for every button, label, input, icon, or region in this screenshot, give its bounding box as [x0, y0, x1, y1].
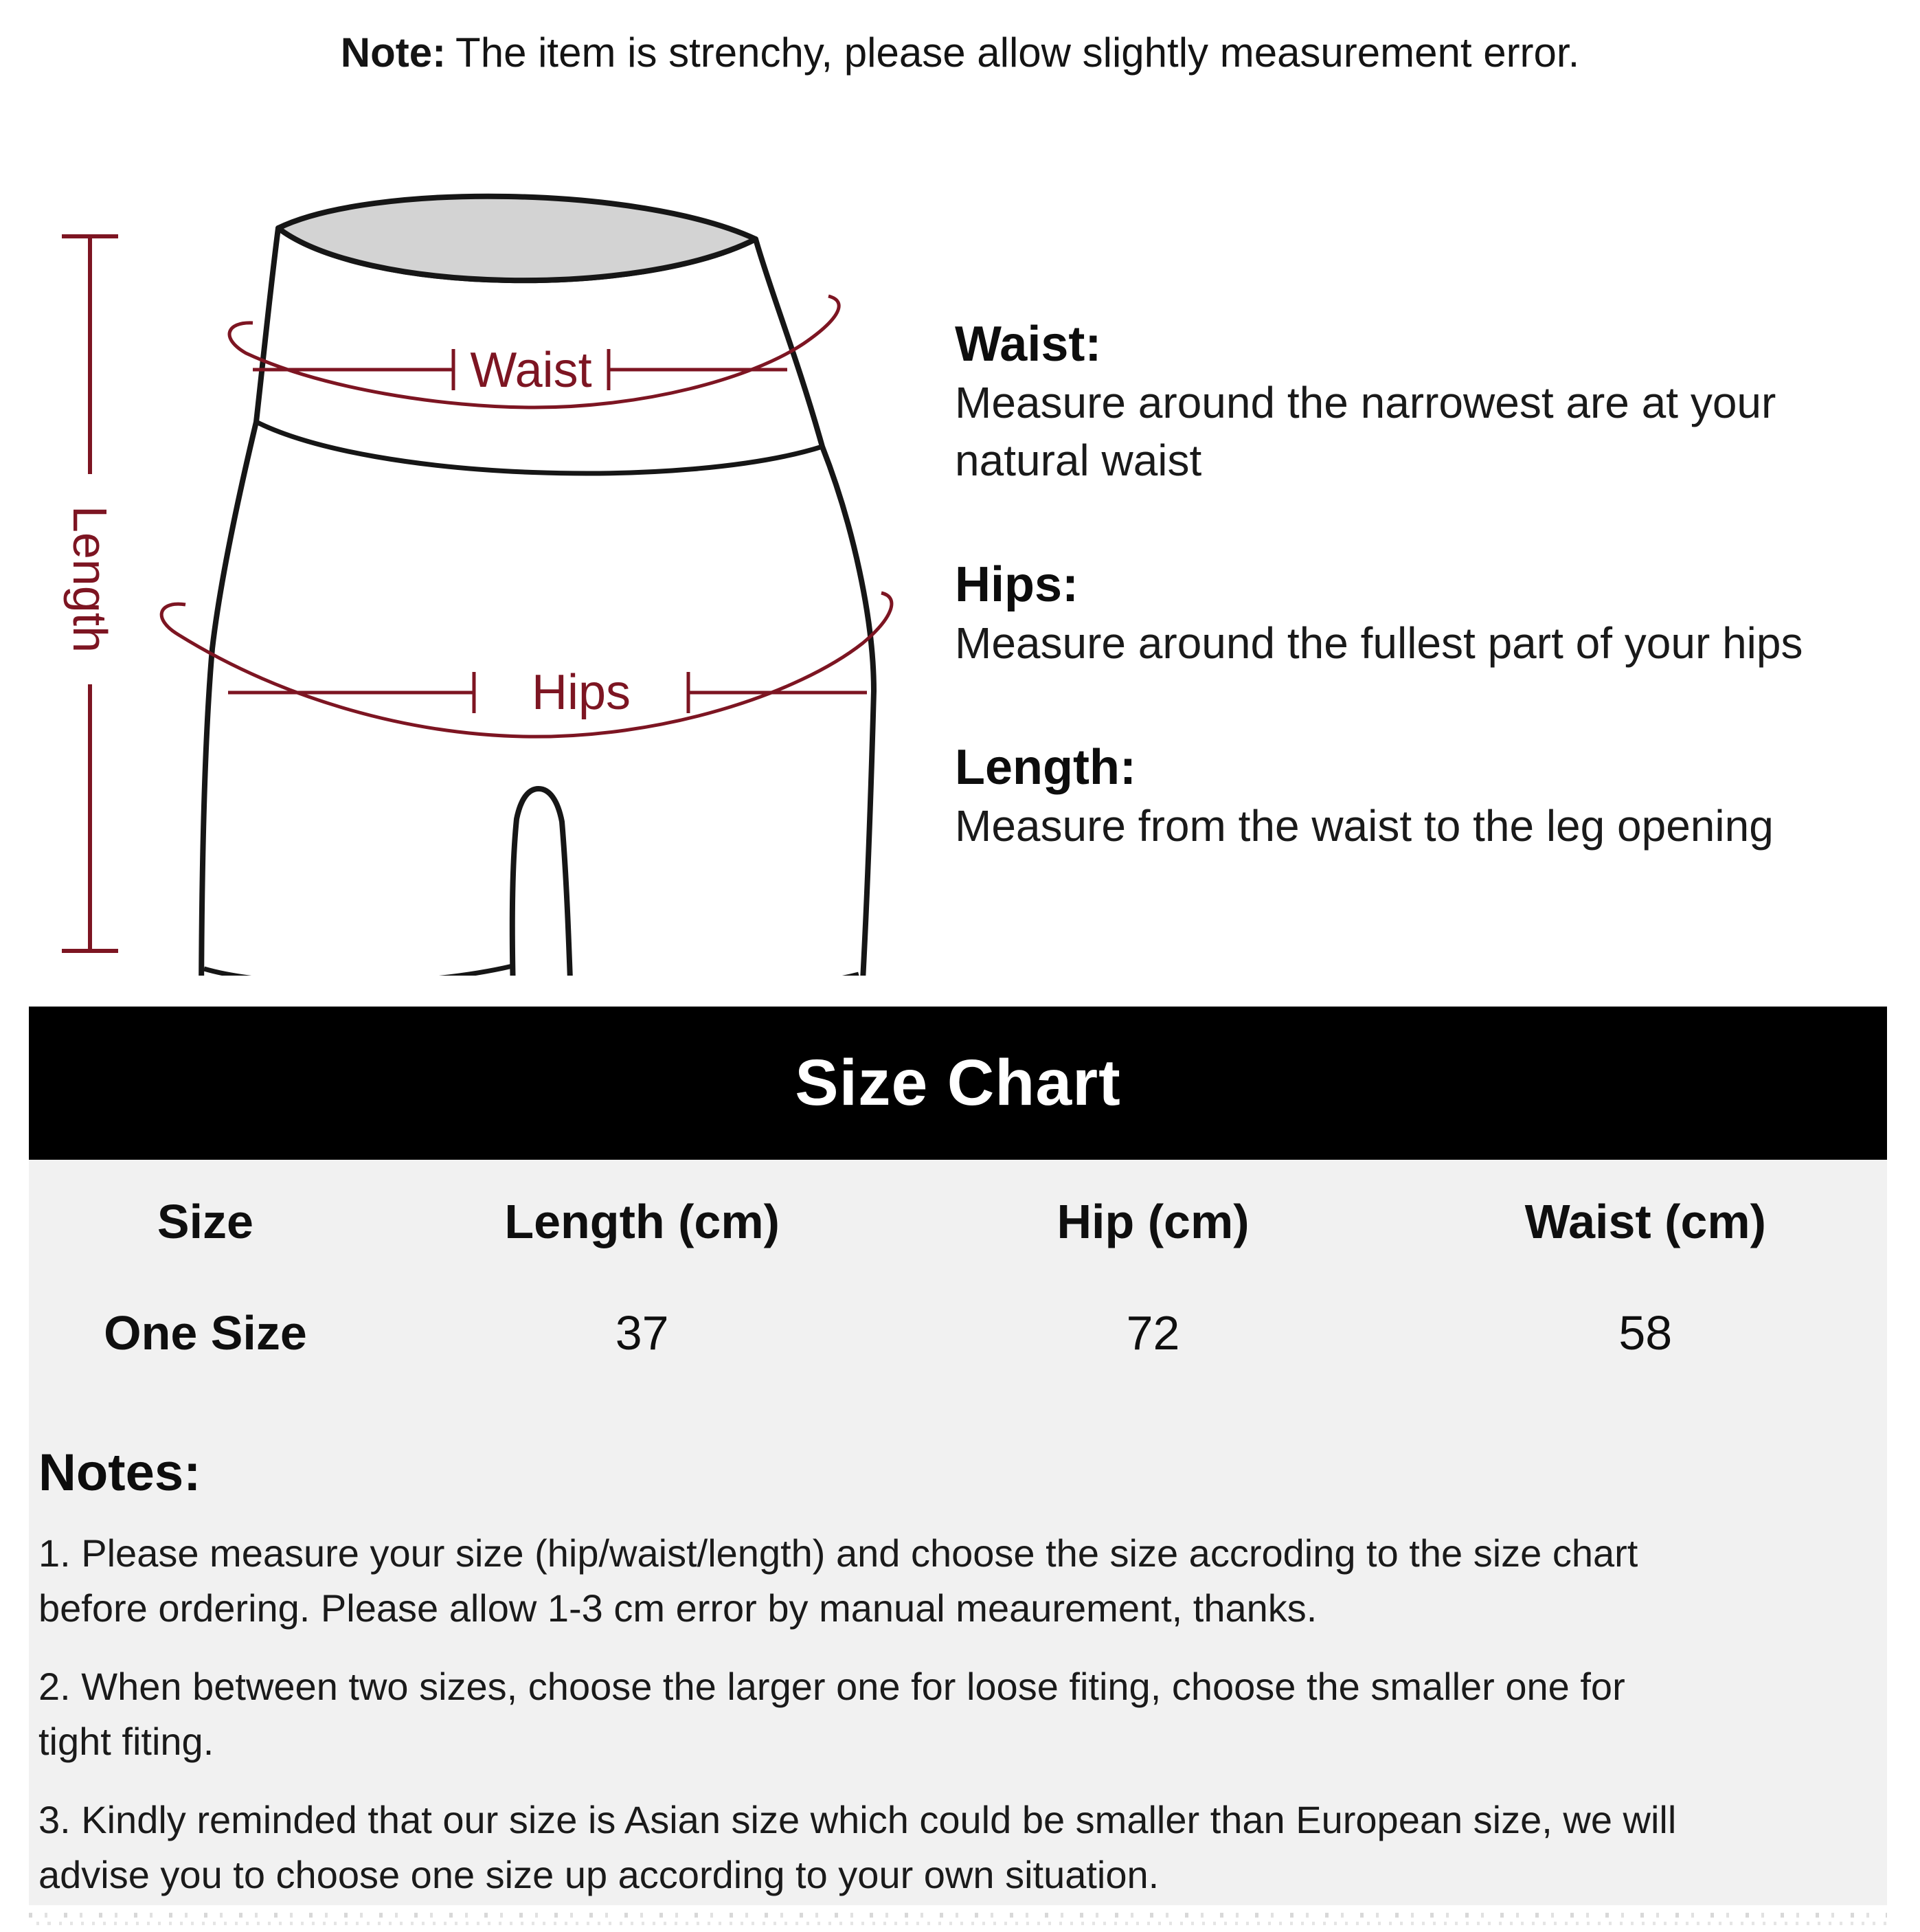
- measurement-instructions: [955, 315, 1903, 921]
- size-chart-title: Size Chart: [795, 1046, 1121, 1119]
- notes-title: Notes:: [38, 1444, 201, 1502]
- cell-size-name: One Size: [104, 1306, 307, 1360]
- note-item-1: [38, 1526, 1887, 1636]
- note-item-3: [38, 1793, 1887, 1902]
- note-item-2: [38, 1659, 1887, 1769]
- table-row: [29, 1304, 1887, 1362]
- hips-instruction-line: Measure around the fullest part of your hips: [955, 618, 1803, 668]
- note-line: 1. Please measure your size (hip/waist/length) and choose the size accroding to the size chart: [38, 1531, 1638, 1575]
- length-line-label: Length: [63, 505, 117, 653]
- column-header-hip: Hip (cm): [1057, 1195, 1250, 1248]
- note-label: Note:: [340, 30, 447, 76]
- size-chart-panel: [29, 1160, 1887, 1905]
- waist-instruction-line: Measure around the narrowest are at your: [955, 378, 1776, 427]
- cell-hip-value: 72: [1126, 1306, 1180, 1360]
- column-header-length: Length (cm): [504, 1195, 780, 1248]
- note-text: The item is strenchy, please allow slightly measurement error.: [455, 30, 1580, 76]
- column-header-waist: Waist (cm): [1524, 1195, 1766, 1248]
- note-line: tight fiting.: [38, 1720, 214, 1763]
- waist-line-label: Waist: [470, 343, 592, 398]
- waist-instruction: [955, 315, 1903, 489]
- hips-instruction-title: Hips:: [955, 557, 1078, 612]
- hips-instruction: [955, 555, 1903, 672]
- note-line: advise you to choose one size up according to your own situation.: [38, 1853, 1160, 1896]
- cell-waist-value: 58: [1618, 1306, 1673, 1360]
- waist-instruction-title: Waist:: [955, 317, 1102, 372]
- note-banner: [0, 29, 1920, 77]
- column-header-size: Size: [157, 1195, 253, 1248]
- hips-line-label: Hips: [531, 665, 631, 720]
- length-instruction-title: Length:: [955, 740, 1136, 795]
- length-instruction: [955, 738, 1903, 855]
- shorts-measurement-diagram: [41, 179, 927, 976]
- length-instruction-line: Measure from the waist to the leg opening: [955, 801, 1774, 851]
- cell-length-value: 37: [615, 1306, 669, 1360]
- size-chart-header: [29, 1007, 1887, 1160]
- note-line: 2. When between two sizes, choose the larger one for loose fiting, choose the smaller one for: [38, 1665, 1625, 1708]
- note-line: before ordering. Please allow 1-3 cm error by manual meaurement, thanks.: [38, 1586, 1318, 1630]
- cropped-text-artifact: [29, 1911, 1887, 1929]
- shorts-outline: [201, 196, 874, 976]
- note-line: 3. Kindly reminded that our size is Asian size which could be smaller than European size, we will: [38, 1798, 1677, 1841]
- table-header-row: [29, 1193, 1887, 1250]
- waist-instruction-line: natural waist: [955, 436, 1202, 485]
